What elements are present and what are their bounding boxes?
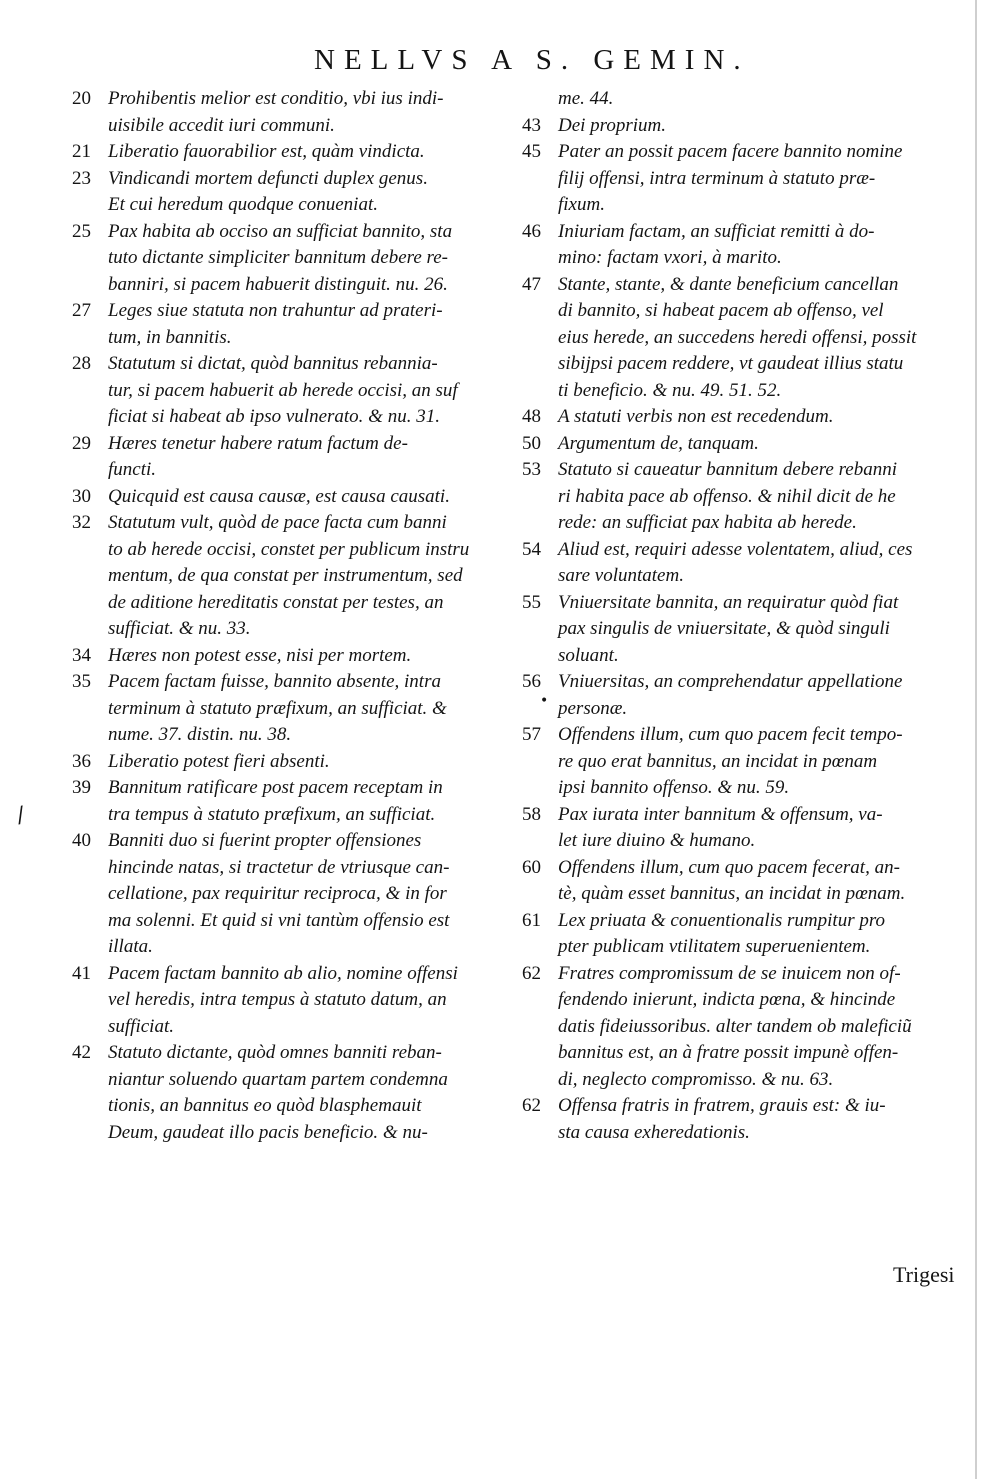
entry-number: 62: [522, 1095, 541, 1116]
entry-line: [522, 616, 972, 643]
entry-number: 47: [522, 273, 541, 295]
entry-line: [522, 86, 972, 113]
entry-line: [72, 245, 530, 272]
entry-line: [522, 351, 972, 378]
entry-line: [72, 431, 530, 458]
entry-number: 53: [522, 459, 541, 480]
entry-line: [72, 192, 530, 219]
index-entry: [522, 431, 972, 458]
entry-line: [522, 881, 972, 908]
entry-line: [522, 1067, 972, 1094]
entry-line: [522, 1040, 972, 1067]
entry-number: 45: [522, 141, 541, 162]
entry-text: Hæres tenetur habere ratum factum de-: [108, 432, 408, 454]
entry-text: tè, quàm esset bannitus, an incidat in pœnam.: [558, 883, 906, 904]
entry-line: [522, 908, 972, 935]
entry-text: Vniuersitas, an comprehendatur appellatione: [558, 671, 903, 692]
entry-number: 28: [72, 353, 91, 374]
entry-text: ipsi bannito offenso. & nu. 59.: [558, 777, 790, 798]
entry-line: [72, 908, 530, 935]
entry-text: functi.: [108, 459, 157, 480]
index-entry: [522, 457, 972, 537]
entry-text: tum, in bannitis.: [108, 326, 232, 348]
entry-line: [522, 722, 972, 749]
index-entry: [72, 828, 530, 961]
index-entry: [72, 669, 530, 749]
entry-number: 20: [72, 88, 91, 109]
entry-text: Iniuriam factam, an sufficiat remitti à do-: [558, 220, 875, 242]
entry-number: 62: [522, 962, 541, 984]
entry-line: [522, 1120, 972, 1147]
index-entry: [522, 219, 972, 272]
entry-line: [522, 775, 972, 802]
entry-text: Stante, stante, & dante beneficium cancellan: [558, 273, 899, 295]
entry-text: eius herede, an succedens heredi offensi, possit: [558, 326, 917, 348]
entry-text: Et cui heredum quodque conueniat.: [108, 194, 378, 215]
entry-line: [72, 563, 530, 590]
entry-line: [72, 378, 530, 405]
entry-number: 57: [522, 724, 541, 745]
index-entry: [522, 590, 972, 670]
entry-line: [522, 855, 972, 882]
entry-line: [522, 113, 972, 140]
entry-text: Statuto dictante, quòd omnes banniti reban-: [108, 1042, 442, 1063]
index-column-right: [522, 86, 972, 1146]
entry-line: [522, 696, 972, 723]
entry-line: [72, 113, 530, 140]
entry-text: Liberatio fauorabilior est, quàm vindicta.: [108, 141, 425, 162]
index-entry: [522, 537, 972, 590]
entry-text: mentum, de qua constat per instrumentum, sed: [108, 565, 463, 586]
entry-line: [72, 1120, 530, 1147]
entry-text: niantur soluendo quartam partem condemna: [108, 1068, 448, 1090]
entry-number: 36: [72, 750, 91, 772]
entry-line: [72, 86, 530, 113]
entry-text: let iure diuino & humano.: [558, 830, 756, 851]
entry-text: di, neglecto compromisso. & nu. 63.: [558, 1068, 834, 1090]
entry-text: Pacem factam fuisse, bannito absente, intra: [108, 671, 441, 692]
index-entry: [72, 219, 530, 299]
entry-text: Dei proprium.: [558, 114, 667, 136]
entry-line: [522, 961, 972, 988]
entry-text: mino: factam vxori, à marito.: [558, 247, 782, 268]
entry-text: Pax iurata inter bannitum & offensum, va-: [558, 803, 883, 825]
entry-line: [522, 139, 972, 166]
entry-text: Vniuersitate bannita, an requiratur quòd fiat: [558, 591, 899, 613]
entry-line: [72, 855, 530, 882]
entry-line: [72, 669, 530, 696]
margin-mark: /: [14, 802, 27, 829]
entry-text: pter publicam vtilitatem superuenientem.: [558, 936, 871, 957]
index-entry: [72, 961, 530, 1041]
entry-text: Pater an possit pacem facere bannito nomine: [558, 141, 903, 162]
entry-line: [522, 643, 972, 670]
entry-text: Banniti duo si fuerint propter offensiones: [108, 830, 422, 851]
entry-line: [522, 1014, 972, 1041]
entry-text: Pax habita ab occiso an sufficiat bannito, sta: [108, 220, 453, 242]
entry-text: Deum, gaudeat illo pacis beneficio. & nu-: [108, 1121, 428, 1143]
index-entry: [522, 802, 972, 855]
entry-number: 61: [522, 909, 541, 931]
index-entry: [72, 431, 530, 484]
index-entry: [522, 908, 972, 961]
entry-line: [72, 1067, 530, 1094]
entry-line: [522, 563, 972, 590]
entry-text: Liberatio potest fieri absenti.: [108, 750, 330, 772]
entry-text: personæ.: [558, 697, 628, 719]
entry-line: [522, 404, 972, 431]
entry-line: [522, 934, 972, 961]
index-entry: [72, 298, 530, 351]
entry-line: [522, 484, 972, 511]
entry-text: Lex priuata & conuentionalis rumpitur pro: [558, 909, 886, 931]
entry-line: [72, 749, 530, 776]
entry-line: [522, 1093, 972, 1120]
entry-text: uisibile accedit iuri communi.: [108, 114, 335, 136]
entry-line: [72, 166, 530, 193]
entry-number: 30: [72, 485, 91, 507]
entry-line: [522, 192, 972, 219]
entry-line: [72, 802, 530, 829]
index-entry: [72, 86, 530, 139]
index-entry: [522, 113, 972, 140]
entry-line: [72, 1093, 530, 1120]
entry-line: [522, 245, 972, 272]
entry-line: [522, 219, 972, 246]
entry-line: [72, 457, 530, 484]
entry-line: [72, 616, 530, 643]
entry-number: 58: [522, 803, 541, 825]
entry-number: 21: [72, 141, 91, 162]
entry-line: [72, 961, 530, 988]
entry-text: Prohibentis melior est conditio, vbi ius indi-: [108, 88, 444, 109]
entry-number: 56: [522, 671, 541, 692]
index-entry: [72, 351, 530, 431]
entry-text: datis fideiussoribus. alter tandem ob maleficiũ: [558, 1015, 912, 1037]
index-entry: [72, 484, 530, 511]
index-entry: [72, 139, 530, 166]
entry-text: A statuti verbis non est recedendum.: [558, 406, 834, 427]
entry-line: [72, 987, 530, 1014]
entry-number: 55: [522, 591, 541, 613]
entry-text: fendendo inierunt, indicta pœna, & hincinde: [558, 989, 896, 1010]
entry-text: filij offensi, intra terminum à statuto præ-: [558, 167, 876, 189]
entry-text: fixum.: [558, 194, 605, 215]
entry-text: tur, si pacem habuerit ab herede occisi, an suf: [108, 379, 458, 401]
entry-text: illata.: [108, 936, 153, 957]
entry-text: pax singulis de vniuersitate, & quòd singuli: [558, 618, 890, 639]
index-entry: [522, 272, 972, 405]
entry-text: me. 44.: [558, 88, 614, 109]
index-entry: [72, 166, 530, 219]
running-head: NELLVS A S. GEMIN.: [314, 44, 750, 76]
entry-line: [72, 881, 530, 908]
entry-text: re quo erat bannitus, an incidat in pœnam: [558, 750, 878, 772]
entry-line: [72, 537, 530, 564]
entry-number: 42: [72, 1042, 91, 1063]
entry-number: 46: [522, 220, 541, 242]
entry-line: [522, 457, 972, 484]
entry-text: Pacem factam bannito ab alio, nomine offensi: [108, 962, 458, 984]
entry-line: [72, 139, 530, 166]
entry-text: ti beneficio. & nu. 49. 51. 52.: [558, 379, 782, 401]
entry-text: ficiat si habeat ab ipso vulnerato. & nu. 31.: [108, 406, 440, 427]
entry-text: Argumentum de, tanquam.: [558, 432, 759, 454]
entry-text: Bannitum ratificare post pacem receptam in: [108, 777, 443, 798]
entry-line: [522, 166, 972, 193]
entry-text: Quicquid est causa causæ, est causa causati.: [108, 485, 450, 507]
entry-line: [522, 987, 972, 1014]
entry-line: [522, 325, 972, 352]
entry-text: Statutum si dictat, quòd bannitus rebannia-: [108, 353, 438, 374]
entry-text: Offendens illum, cum quo pacem fecerat, an-: [558, 856, 900, 878]
entry-text: sta causa exheredationis.: [558, 1121, 750, 1143]
entry-line: [72, 484, 530, 511]
index-entry: [522, 139, 972, 219]
entry-line: [522, 537, 972, 564]
index-entry: [522, 1093, 972, 1146]
entry-line: [522, 828, 972, 855]
entry-number: 35: [72, 671, 91, 692]
entry-text: Leges siue statuta non trahuntur ad prateri-: [108, 300, 443, 321]
index-column-left: [72, 86, 530, 1146]
entry-text: Offendens illum, cum quo pacem fecit tempo-: [558, 724, 903, 745]
entry-text: tuto dictante simpliciter bannitum debere re-: [108, 247, 448, 268]
entry-line: [522, 802, 972, 829]
entry-text: bannitus est, an à fratre possit impunè offen-: [558, 1042, 899, 1063]
entry-text: rede: an sufficiat pax habita ab herede.: [558, 512, 857, 533]
entry-number: 25: [72, 220, 91, 242]
index-entry: [522, 722, 972, 802]
entry-line: [72, 1014, 530, 1041]
entry-number: 40: [72, 830, 91, 851]
entry-number: 60: [522, 856, 541, 878]
entry-number: 43: [522, 114, 541, 136]
entry-text: sufficiat. & nu. 33.: [108, 618, 251, 639]
entry-number: 34: [72, 644, 91, 666]
entry-text: terminum à statuto præfixum, an sufficiat. &: [108, 697, 447, 719]
entry-number: 54: [522, 538, 541, 560]
index-entry: [72, 749, 530, 776]
entry-line: [522, 272, 972, 299]
catchword: Trigesi: [893, 1262, 955, 1287]
entry-text: Offensa fratris in fratrem, grauis est: & iu-: [558, 1095, 886, 1116]
entry-text: nume. 37. distin. nu. 38.: [108, 724, 292, 745]
entry-text: tionis, an bannitus eo quòd blasphemauit: [108, 1095, 422, 1116]
entry-text: sare voluntatem.: [558, 565, 684, 586]
entry-line: [522, 431, 972, 458]
entry-line: [72, 828, 530, 855]
entry-text: ma solenni. Et quid si vni tantùm offensio est: [108, 909, 450, 931]
entry-text: Aliud est, requiri adesse volentatem, aliud, ces: [558, 538, 913, 560]
entry-text: banniri, si pacem habuerit distinguit. nu. 26.: [108, 273, 448, 295]
entry-line: [72, 298, 530, 325]
entry-text: Fratres compromissum de se inuicem non of-: [558, 962, 901, 984]
entry-number: 32: [72, 512, 91, 533]
entry-line: [72, 325, 530, 352]
index-entry: [522, 855, 972, 908]
index-entry: [522, 961, 972, 1094]
entry-text: soluant.: [558, 644, 619, 666]
entry-text: sufficiat.: [108, 1015, 174, 1037]
entry-text: ri habita pace ab offenso. & nihil dicit de he: [558, 485, 896, 507]
entry-text: cellatione, pax requiritur reciproca, & in for: [108, 883, 447, 904]
entry-line: [522, 378, 972, 405]
page-edge-rule: [975, 0, 977, 1479]
entry-number: 27: [72, 300, 91, 321]
entry-text: Vindicandi mortem defuncti duplex genus.: [108, 167, 428, 189]
entry-line: [522, 298, 972, 325]
entry-text: Statutum vult, quòd de pace facta cum banni: [108, 512, 447, 533]
entry-number: 29: [72, 432, 91, 454]
entry-text: hincinde natas, si tractetur de vtriusque can-: [108, 856, 450, 878]
entry-line: [72, 272, 530, 299]
entry-text: Hæres non potest esse, nisi per mortem.: [108, 644, 412, 666]
index-entry: [72, 1040, 530, 1146]
entry-text: tra tempus à statuto præfixum, an sufficiat.: [108, 803, 436, 825]
entry-line: [72, 934, 530, 961]
entry-text: de aditione hereditatis constat per testes, an: [108, 591, 444, 613]
entry-number: 50: [522, 432, 541, 454]
entry-text: Statuto si caueatur bannitum debere rebanni: [558, 459, 897, 480]
entry-line: [72, 696, 530, 723]
entry-number: 48: [522, 406, 541, 427]
entry-line: [72, 1040, 530, 1067]
entry-number: 39: [72, 777, 91, 798]
bullet-mark: •: [540, 693, 549, 709]
entry-text: vel heredis, intra tempus à statuto datum, an: [108, 989, 447, 1010]
entry-line: [72, 775, 530, 802]
entry-text: sibijpsi pacem reddere, vt gaudeat illius statu: [558, 353, 904, 374]
entry-line: [72, 351, 530, 378]
entry-line: [72, 590, 530, 617]
index-entry: [522, 404, 972, 431]
entry-line: [522, 590, 972, 617]
entry-number: 41: [72, 962, 91, 984]
entry-line: [72, 722, 530, 749]
index-entry: [522, 86, 972, 113]
entry-number: 23: [72, 167, 91, 189]
entry-line: [72, 643, 530, 670]
entry-line: [522, 669, 972, 696]
index-entry: [72, 643, 530, 670]
entry-text: di bannito, si habeat pacem ab offenso, vel: [558, 300, 884, 321]
index-entry: [522, 669, 972, 722]
index-entry: [72, 510, 530, 643]
index-entry: [72, 775, 530, 828]
entry-line: [72, 510, 530, 537]
entry-line: [522, 749, 972, 776]
entry-line: [72, 404, 530, 431]
entry-line: [522, 510, 972, 537]
entry-line: [72, 219, 530, 246]
entry-text: to ab herede occisi, constet per publicum instru: [108, 538, 470, 560]
